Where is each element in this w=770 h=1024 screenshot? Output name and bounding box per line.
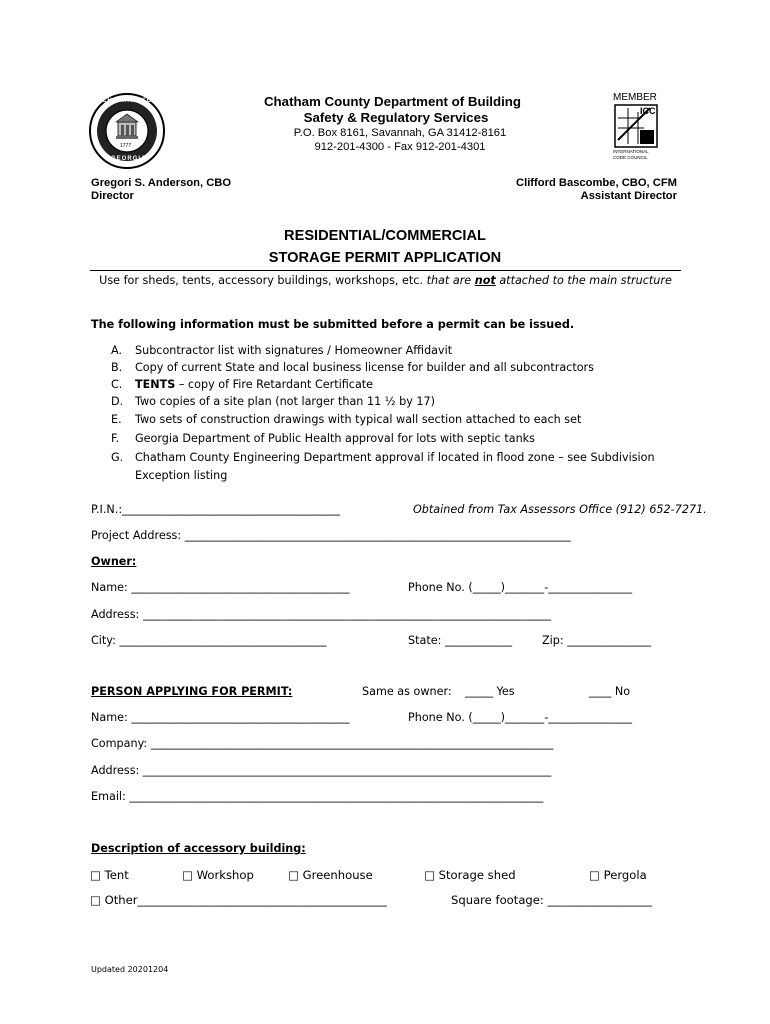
director-name: Gregori S. Anderson, CBO xyxy=(91,177,232,189)
list-item: E. Two sets of construction drawings with typical wall section attached to each set xyxy=(111,413,582,426)
form-subtitle xyxy=(90,274,681,287)
department-name-line1: Chatham County Department of Building xyxy=(263,94,522,109)
list-item: C. TENTS – copy of Fire Retardant Certificate xyxy=(111,378,374,391)
requirements-heading: The following information must be submitted before a permit can be issued. xyxy=(91,318,575,331)
department-phone: 912-201-4300 - Fax 912-201-4301 xyxy=(314,141,486,153)
seal-top-text: CHATHAM COUNTY xyxy=(102,98,173,104)
subtitle-text: Use for sheds, tents, accessory buildings, workshops, etc. xyxy=(99,274,424,287)
footer-updated: Updated 20201204 xyxy=(91,965,169,974)
owner-state-field[interactable]: State: ____________ xyxy=(408,634,513,647)
icc-text: ICC xyxy=(640,106,656,116)
applicant-heading: PERSON APPLYING FOR PERMIT: xyxy=(91,685,293,698)
list-item: G. Chatham County Engineering Department approval if located in flood zone – see Subdivision xyxy=(111,451,655,464)
owner-heading: Owner: xyxy=(91,555,137,568)
list-item: A. Subcontractor list with signatures / Homeowner Affidavit xyxy=(111,344,453,357)
seal-year: 1777 xyxy=(120,143,132,149)
owner-city-field[interactable]: City: _____________________________________ xyxy=(91,634,327,647)
list-item: F. Georgia Department of Public Health approval for lots with septic tanks xyxy=(111,432,535,445)
description-heading: Description of accessory building: xyxy=(91,842,306,855)
option-other-checkbox[interactable]: □ Other___________________________________________ xyxy=(90,893,387,907)
owner-name-field[interactable]: Name: _______________________________________ xyxy=(91,581,350,594)
same-as-owner-no[interactable]: ____ No xyxy=(589,685,631,698)
seal-bottom-text: GEORGIA xyxy=(111,156,147,162)
department-name-line2: Safety & Regulatory Services xyxy=(303,110,489,125)
assistant-director-title: Assistant Director xyxy=(580,190,677,202)
owner-phone-field[interactable]: Phone No. (_____)_______-_______________ xyxy=(408,581,633,594)
director-title: Director xyxy=(91,190,134,202)
applicant-phone-field[interactable]: Phone No. (_____)_______-_______________ xyxy=(408,711,633,724)
assistant-director-name: Clifford Bascombe, CBO, CFM xyxy=(516,177,677,189)
owner-zip-field[interactable]: Zip: _______________ xyxy=(542,634,652,647)
option-greenhouse-checkbox[interactable]: □ Greenhouse xyxy=(288,868,373,882)
icc-member-logo xyxy=(612,92,668,162)
list-item: D. Two copies of a site plan (not larger than 11 ½ by 17) xyxy=(111,395,436,408)
form-title-line2: STORAGE PERMIT APPLICATION xyxy=(268,250,502,266)
applicant-email-field[interactable]: Email: __________________________________________________________________________ xyxy=(91,790,544,803)
pin-field[interactable]: P.I.N.:_______________________________________ xyxy=(91,503,341,516)
title-rule xyxy=(90,270,681,271)
department-address: P.O. Box 8161, Savannah, GA 31412-8161 xyxy=(293,127,507,139)
subtitle-italic-post: attached to the main structure xyxy=(499,274,672,287)
square-footage-field[interactable]: Square footage: __________________ xyxy=(451,893,652,907)
option-workshop-checkbox[interactable]: □ Workshop xyxy=(182,868,254,882)
icc-subtitle-1: INTERNATIONAL xyxy=(613,149,649,154)
project-address-field[interactable]: Project Address: _____________________________________________________________________ xyxy=(91,529,571,542)
option-storage-shed-checkbox[interactable]: □ Storage shed xyxy=(424,868,516,882)
option-pergola-checkbox[interactable]: □ Pergola xyxy=(589,868,647,882)
option-tent-checkbox[interactable]: □ Tent xyxy=(90,868,129,882)
form-title-line1: RESIDENTIAL/COMMERCIAL xyxy=(284,228,486,244)
list-item-continuation: Exception listing xyxy=(135,469,228,482)
applicant-address-field[interactable]: Address: _________________________________________________________________________ xyxy=(91,764,552,777)
county-seal xyxy=(88,92,173,170)
member-label: MEMBER xyxy=(613,92,657,103)
owner-address-field[interactable]: Address: _________________________________________________________________________ xyxy=(91,608,552,621)
applicant-company-field[interactable]: Company: ________________________________________________________________________ xyxy=(91,737,554,750)
same-as-owner-label: Same as owner: xyxy=(362,685,452,698)
icc-subtitle-2: CODE COUNCIL xyxy=(613,155,648,160)
subtitle-italic-pre: that are xyxy=(426,274,472,287)
subtitle-not: not xyxy=(474,274,496,287)
applicant-name-field[interactable]: Name: _______________________________________ xyxy=(91,711,350,724)
same-as-owner-yes[interactable]: _____ Yes xyxy=(465,685,515,698)
pin-note: Obtained from Tax Assessors Office (912) 652-7271. xyxy=(413,503,707,516)
list-item: B. Copy of current State and local business license for builder and all subcontractors xyxy=(111,361,594,374)
